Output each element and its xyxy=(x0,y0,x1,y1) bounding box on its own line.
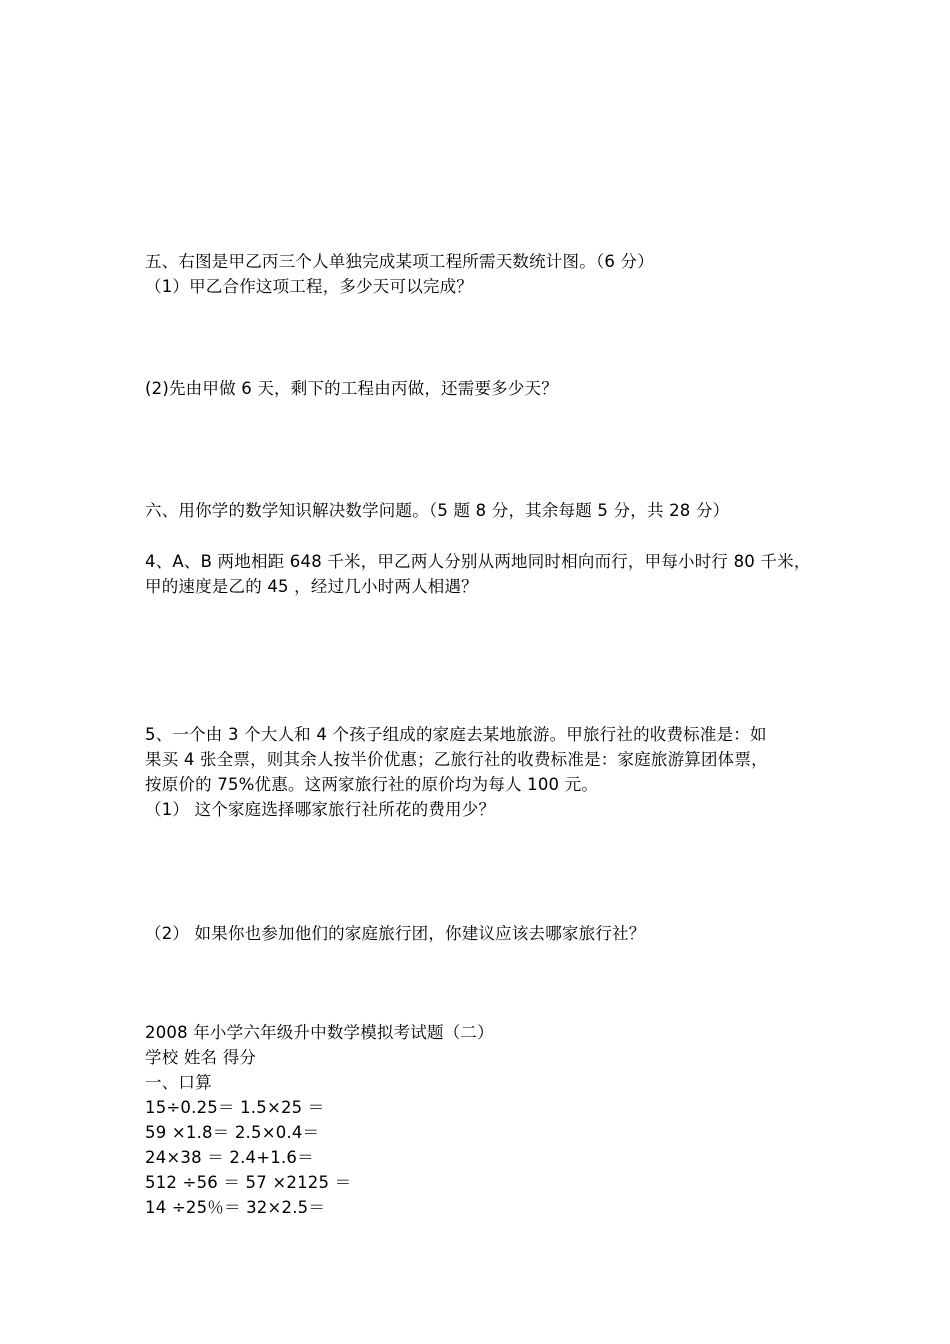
problem-5-question-2: （2） 如果你也参加他们的家庭旅行团，你建议应该去哪家旅行社？ xyxy=(145,924,646,943)
problem-4-line-1: 4、A、B 两地相距 648 千米，甲乙两人分别从两地同时相向而行，甲每小时行 80 千米， xyxy=(145,552,811,571)
section-6-heading: 六、用你学的数学知识解决数学问题。（5 题 8 分，其余每题 5 分，共 28 分） xyxy=(145,501,730,520)
exam-2-title: 2008 年小学六年级升中数学模拟考试题（二） xyxy=(145,1023,494,1042)
calc-row: 15÷0.25＝ 1.5×25 ＝ xyxy=(145,1098,325,1117)
calc-row: 59 ×1.8＝ 2.5×0.4＝ xyxy=(145,1123,320,1142)
problem-4-line-2: 甲的速度是乙的 45 ，经过几小时两人相遇？ xyxy=(145,577,478,596)
section-5-question-1: （1）甲乙合作这项工程，多少天可以完成？ xyxy=(145,277,473,296)
section-1-heading: 一、口算 xyxy=(145,1073,212,1092)
calc-row: 14 ÷25％＝ 32×2.5＝ xyxy=(145,1198,326,1217)
section-5-heading: 五、右图是甲乙丙三个人单独完成某项工程所需天数统计图。（6 分） xyxy=(145,252,654,271)
problem-5-line-3: 按原价的 75%优惠。这两家旅行社的原价均为每人 100 元。 xyxy=(145,775,599,794)
calc-row: 24×38 ＝ 2.4+1.6＝ xyxy=(145,1148,314,1167)
exam-2-info-line: 学校 姓名 得分 xyxy=(145,1048,257,1067)
problem-5-line-1: 5、一个由 3 个大人和 4 个孩子组成的家庭去某地旅游。甲旅行社的收费标准是：如 xyxy=(145,725,767,744)
section-5-question-2: (2)先由甲做 6 天，剩下的工程由丙做，还需要多少天？ xyxy=(145,379,558,398)
problem-5-line-2: 果买 4 张全票，则其余人按半价优惠；乙旅行社的收费标准是：家庭旅游算团体票， xyxy=(145,750,768,769)
problem-5-question-1: （1） 这个家庭选择哪家旅行社所花的费用少？ xyxy=(145,800,496,819)
calc-row: 512 ÷56 ＝ 57 ×2125 ＝ xyxy=(145,1173,352,1192)
